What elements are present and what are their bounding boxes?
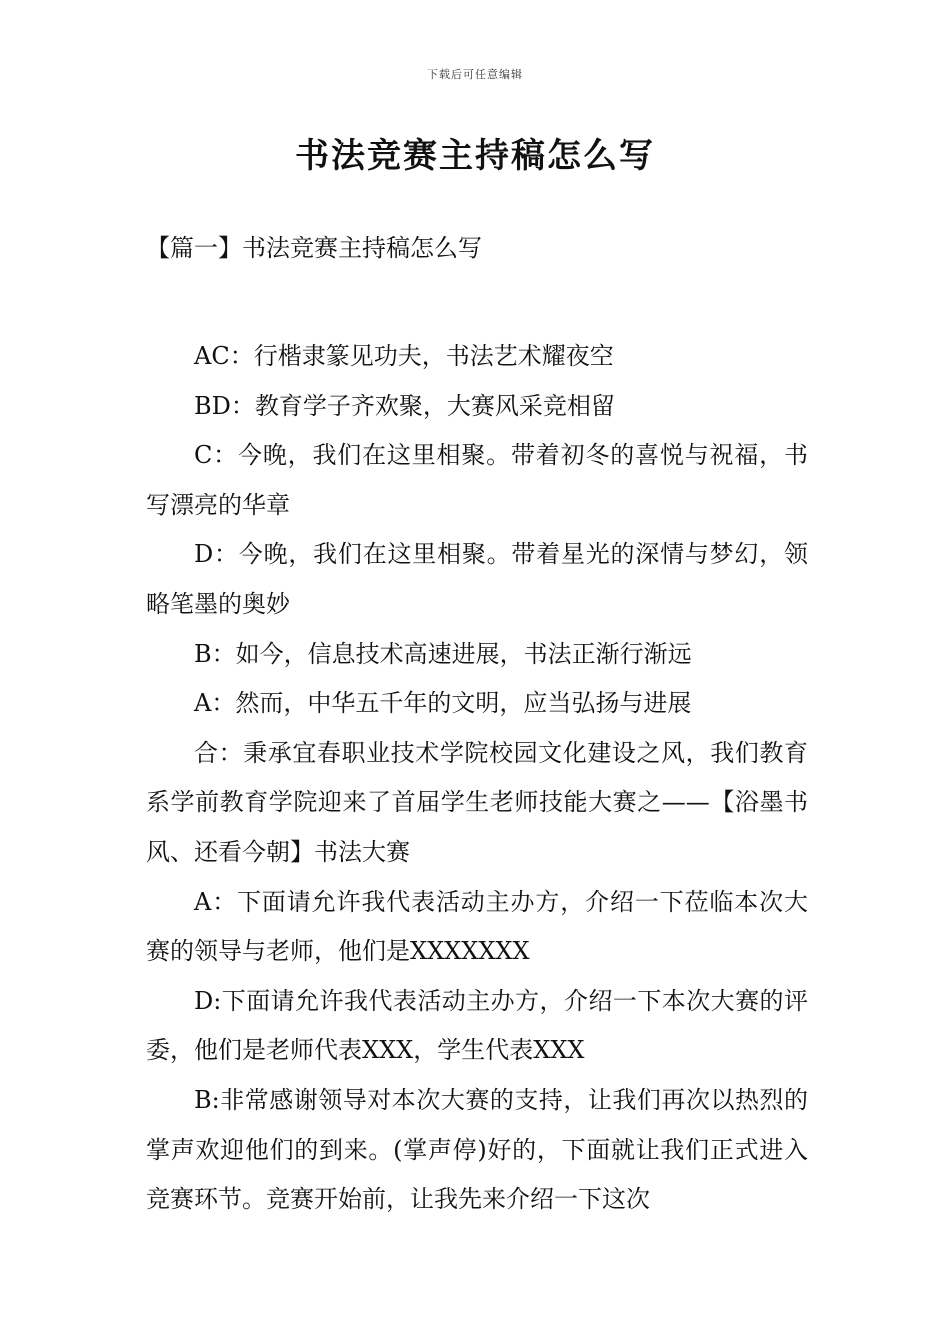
paragraph: AC：行楷隶篆见功夫，书法艺术耀夜空 <box>194 342 614 370</box>
paragraph: B:非常感谢领导对本次大赛的支持，让我们再次以热烈的掌声欢迎他们的到来。(掌声停)好的，下面就让我们正式进入竞赛环节。竞赛开始前，让我先来介绍一下这次 <box>146 1085 808 1214</box>
paragraph: D：今晚，我们在这里相聚。带着星光的深情与梦幻，领略笔墨的奥妙 <box>146 540 808 618</box>
paragraph: BD：教育学子齐欢聚，大赛风采竞相留 <box>194 391 615 420</box>
paragraph: 合：秉承宜春职业技术学院校园文化建设之风，我们教育系学前教育学院迎来了首届学生老师技能大赛之——【浴墨书风、还看今朝】书法大赛 <box>146 738 808 866</box>
header-note: 下载后可任意编辑 <box>427 68 523 81</box>
paragraph: A：然而，中华五千年的文明，应当弘扬与进展 <box>194 689 692 718</box>
paragraph: B：如今，信息技术高速进展，书法正渐行渐远 <box>194 639 692 668</box>
section-heading: 【篇一】书法竞赛主持稿怎么写 <box>146 234 482 262</box>
paragraph: D:下面请允许我代表活动主办方，介绍一下本次大赛的评委，他们是老师代表XXX，学生代表XXX <box>146 986 808 1065</box>
document-title: 书法竞赛主持稿怎么写 <box>295 136 655 176</box>
body-text <box>146 332 808 1225</box>
paragraph: A：下面请允许我代表活动主办方，介绍一下莅临本次大赛的领导与老师，他们是XXXXXXX <box>146 887 808 966</box>
paragraph: C：今晚，我们在这里相聚。带着初冬的喜悦与祝福，书写漂亮的华章 <box>146 441 808 519</box>
